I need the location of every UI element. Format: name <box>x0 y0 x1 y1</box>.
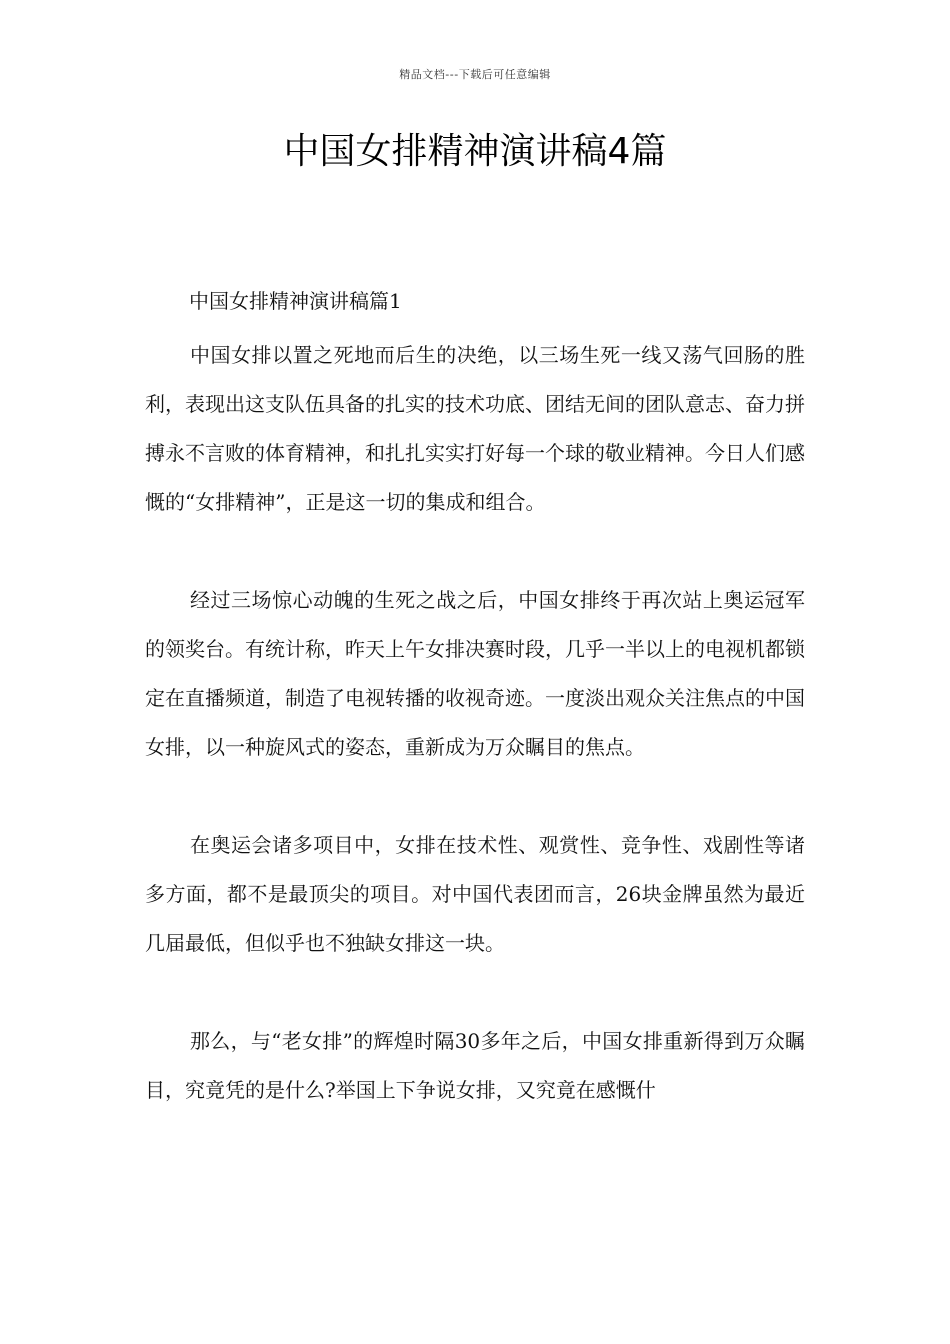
paragraph-3: 在奥运会诸多项目中，女排在技术性、观赏性、竞争性、戏剧性等诸多方面，都不是最顶尖的项目。对中国代表团而言，26块金牌虽然为最近几届最低，但似乎也不独缺女排这一块。 <box>145 833 805 955</box>
document-title: 中国女排精神演讲稿4篇 <box>283 131 667 172</box>
paragraph-1: 中国女排以置之死地而后生的决绝，以三场生死一线又荡气回肠的胜利，表现出这支队伍具备的扎实的技术功底、团结无间的团队意志、奋力拼搏永不言败的体育精神，和扎扎实实打好每一个球的敬业精神。今日人们感慨的“女排精神”，正是这一切的集成和组合。 <box>145 343 805 514</box>
paragraph-2: 经过三场惊心动魄的生死之战之后，中国女排终于再次站上奥运冠军的领奖台。有统计称，昨天上午女排决赛时段，几乎一半以上的电视机都锁定在直播频道，制造了电视转播的收视奇迹。一度淡出观众关注焦点的中国女排，以一种旋风式的姿态，重新成为万众瞩目的焦点。 <box>145 588 805 759</box>
document-body <box>145 282 805 1115</box>
section-heading: 中国女排精神演讲稿篇1 <box>189 289 402 313</box>
paragraph-4: 那么，与“老女排”的辉煌时隔30多年之后，中国女排重新得到万众瞩目，究竟凭的是什么?举国上下争说女排，又究竟在感慨什 <box>145 1029 805 1102</box>
header-note: 精品文档---下载后可任意编辑 <box>399 68 551 81</box>
